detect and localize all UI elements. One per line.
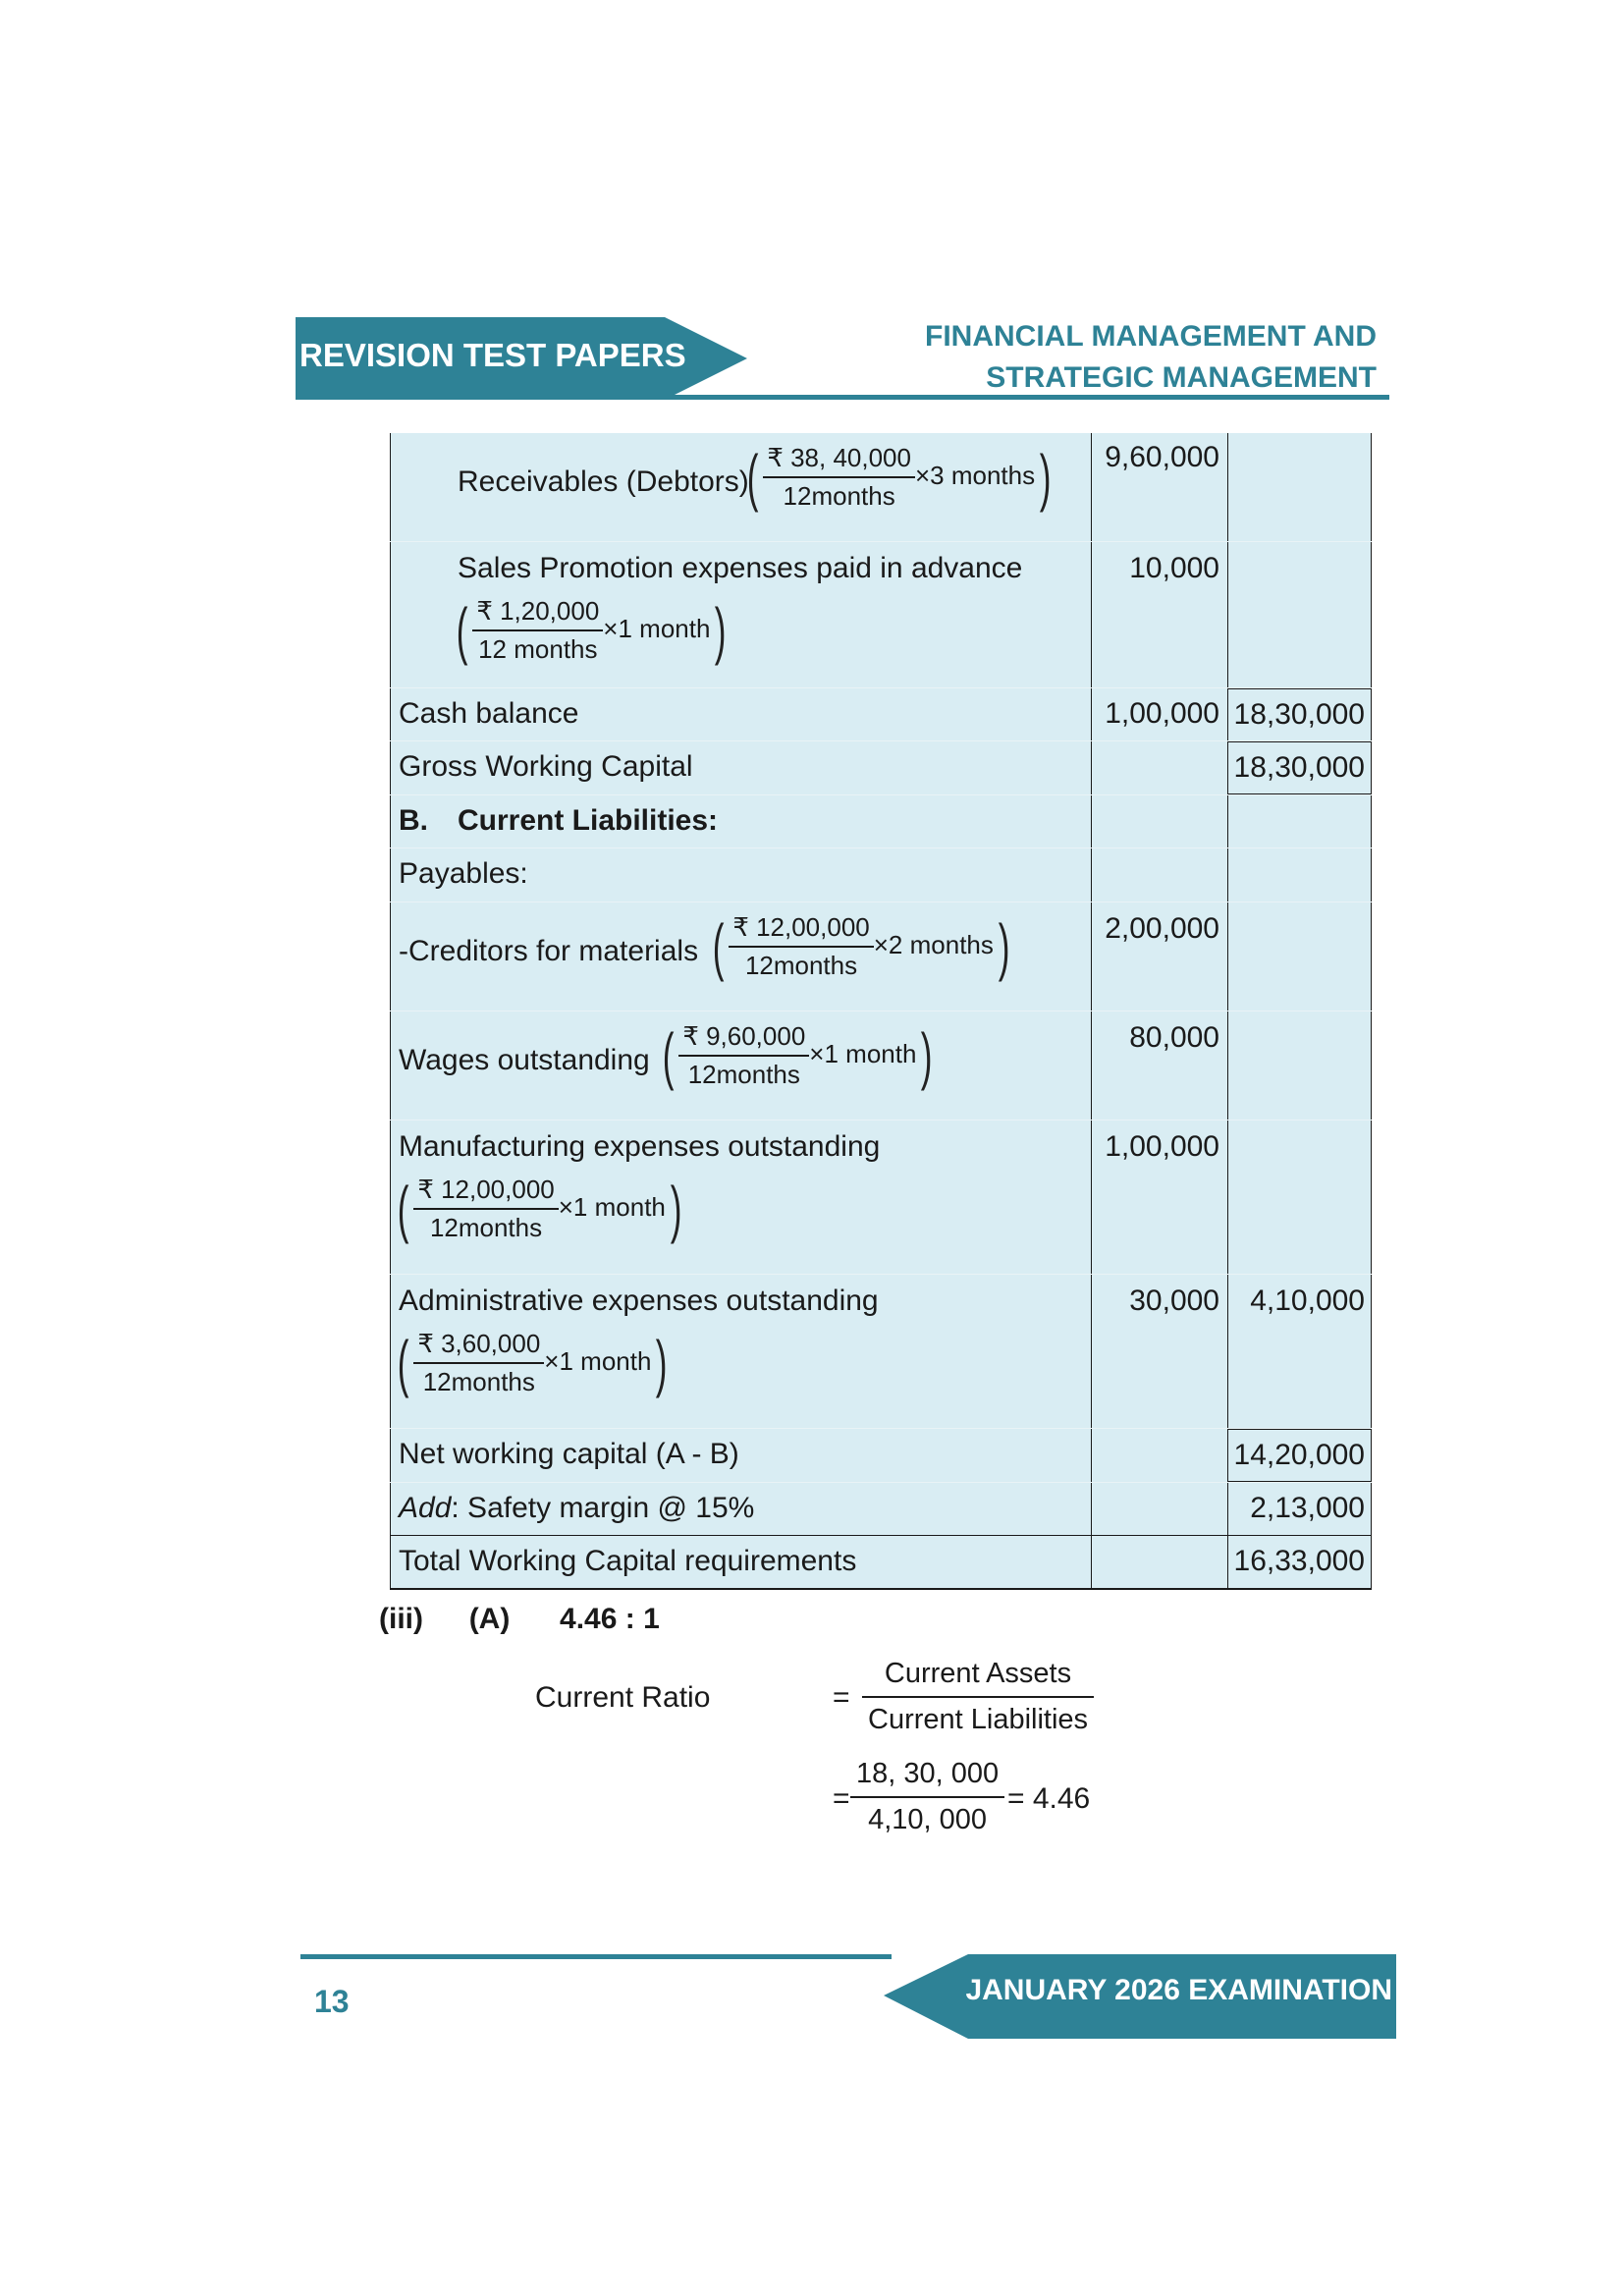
- equals-sign-2: =: [833, 1782, 850, 1815]
- table-row: [390, 542, 1372, 688]
- working-capital-table: [390, 433, 1372, 1590]
- manufacturing-den: 12months: [429, 1213, 543, 1242]
- current-ratio-label: Current Ratio: [535, 1681, 711, 1714]
- header-subject-line2: STRATEGIC MANAGEMENT: [986, 361, 1377, 394]
- cash-label: Cash balance: [399, 697, 579, 730]
- ratio-formula: [862, 1658, 1094, 1736]
- part-iii-roman: (iii): [379, 1603, 423, 1635]
- receivables-value: 9,60,000: [1105, 441, 1219, 473]
- section-b-label: Current Liabilities:: [458, 804, 719, 837]
- footer-rule: [300, 1954, 892, 1959]
- receivables-label: Receivables (Debtors): [458, 465, 749, 498]
- cash-total: 18,30,000: [1233, 698, 1365, 731]
- table-row: [390, 688, 1372, 741]
- header-rule: [296, 395, 1389, 400]
- ratio-result: = 4.46: [1007, 1782, 1091, 1815]
- creditors-mult: ×2 months: [873, 929, 994, 959]
- part-iii-answer: 4.46 : 1: [560, 1603, 660, 1635]
- admin-value: 30,000: [1129, 1285, 1219, 1317]
- net-total: 14,20,000: [1233, 1439, 1365, 1471]
- creditors-label: -Creditors for materials: [399, 935, 699, 967]
- receivables-formula: ( $\frac{₹ 38, 40,000}{\text{12months}}$ ×3 months): [746, 442, 1052, 513]
- table-row: [390, 741, 1372, 795]
- admin-total: 4,10,000: [1250, 1285, 1365, 1317]
- total-label: Total Working Capital requirements: [399, 1545, 857, 1577]
- manufacturing-value: 1,00,000: [1105, 1130, 1219, 1163]
- safety-total: 2,13,000: [1250, 1492, 1365, 1524]
- manufacturing-label: Manufacturing expenses outstanding: [399, 1130, 881, 1163]
- creditors-num: ₹ 12,00,000: [729, 912, 873, 948]
- admin-num: ₹ 3,60,000: [413, 1329, 544, 1364]
- sales-promo-formula: ( $\frac{₹ 1,20,000}{\text{12 months}}$ ×1 month): [456, 595, 727, 666]
- sales-promo-den: 12 months: [478, 634, 598, 664]
- wages-den: 12months: [687, 1060, 800, 1089]
- wages-value: 80,000: [1129, 1021, 1219, 1054]
- sales-promo-mult: ×1 month: [603, 613, 711, 643]
- sales-promo-label: Sales Promotion expenses paid in advance: [458, 552, 1023, 584]
- footer-exam: JANUARY 2026 EXAMINATION: [965, 1974, 1392, 2006]
- receivables-den: 12months: [783, 481, 895, 511]
- sales-promo-num: ₹ 1,20,000: [472, 596, 603, 631]
- equals-sign-1: =: [833, 1681, 850, 1714]
- header-subject: [925, 316, 1377, 399]
- footer-banner: [884, 1954, 1396, 2039]
- manufacturing-formula: ( $\frac{₹ 12,00,000}{\text{12months}}$ ×1 month): [397, 1174, 682, 1244]
- total-value: 16,33,000: [1233, 1545, 1365, 1577]
- creditors-den: 12months: [744, 951, 858, 980]
- safety-label: [399, 1492, 754, 1525]
- section-b-letter: B.: [399, 804, 428, 837]
- table-row: [390, 1275, 1372, 1429]
- wages-label: Wages outstanding: [399, 1044, 650, 1076]
- part-iii-heading: [379, 1603, 660, 1636]
- cash-value: 1,00,000: [1105, 697, 1219, 730]
- admin-label: Administrative expenses outstanding: [399, 1285, 879, 1317]
- sales-promo-value: 10,000: [1129, 552, 1219, 584]
- header-title: REVISION TEST PAPERS: [299, 337, 686, 373]
- gross-total: 18,30,000: [1233, 751, 1365, 784]
- wages-mult: ×1 month: [809, 1038, 917, 1068]
- table-row: [390, 1536, 1372, 1590]
- admin-den: 12months: [422, 1367, 535, 1396]
- table-row: [390, 433, 1372, 542]
- receivables-num: ₹ 38, 40,000: [763, 443, 915, 478]
- safety-label-rest: : Safety margin @ 15%: [451, 1492, 755, 1524]
- admin-mult: ×1 month: [544, 1345, 652, 1376]
- calc-denominator: 4,10, 000: [868, 1804, 988, 1835]
- formula-numerator: Current Assets: [862, 1658, 1094, 1698]
- table-row: [390, 848, 1372, 902]
- creditors-formula: ( $\frac{₹ 12,00,000}{\text{12months}}$ ×2 months): [712, 911, 1010, 982]
- creditors-value: 2,00,000: [1105, 912, 1219, 945]
- wages-num: ₹ 9,60,000: [678, 1021, 809, 1057]
- table-row: [390, 1011, 1372, 1121]
- net-label: Net working capital (A - B): [399, 1438, 739, 1470]
- table-row: [390, 1121, 1372, 1275]
- header-subject-line1: FINANCIAL MANAGEMENT AND: [925, 320, 1377, 353]
- ratio-calculation: [850, 1758, 1004, 1836]
- wages-formula: ( $\frac{₹ 9,60,000}{\text{12months}}$ ×1 month): [662, 1020, 933, 1091]
- table-row: [390, 795, 1372, 848]
- safety-label-add: Add: [399, 1492, 452, 1524]
- page-number: 13: [314, 1984, 350, 2019]
- table-row: [390, 1483, 1372, 1536]
- gross-label: Gross Working Capital: [399, 750, 693, 783]
- receivables-mult: ×3 months: [914, 460, 1036, 490]
- manufacturing-mult: ×1 month: [558, 1191, 666, 1222]
- payables-label: Payables:: [399, 857, 528, 890]
- part-iii-letter: (A): [468, 1603, 511, 1635]
- admin-formula: ( $\frac{₹ 3,60,000}{\text{12months}}$ ×1 month): [397, 1328, 668, 1398]
- table-row: [390, 902, 1372, 1011]
- calc-numerator: 18, 30, 000: [850, 1758, 1004, 1798]
- formula-denominator: Current Liabilities: [868, 1704, 1089, 1735]
- manufacturing-num: ₹ 12,00,000: [413, 1175, 558, 1210]
- header-banner: [296, 317, 747, 400]
- table-row: [390, 1429, 1372, 1483]
